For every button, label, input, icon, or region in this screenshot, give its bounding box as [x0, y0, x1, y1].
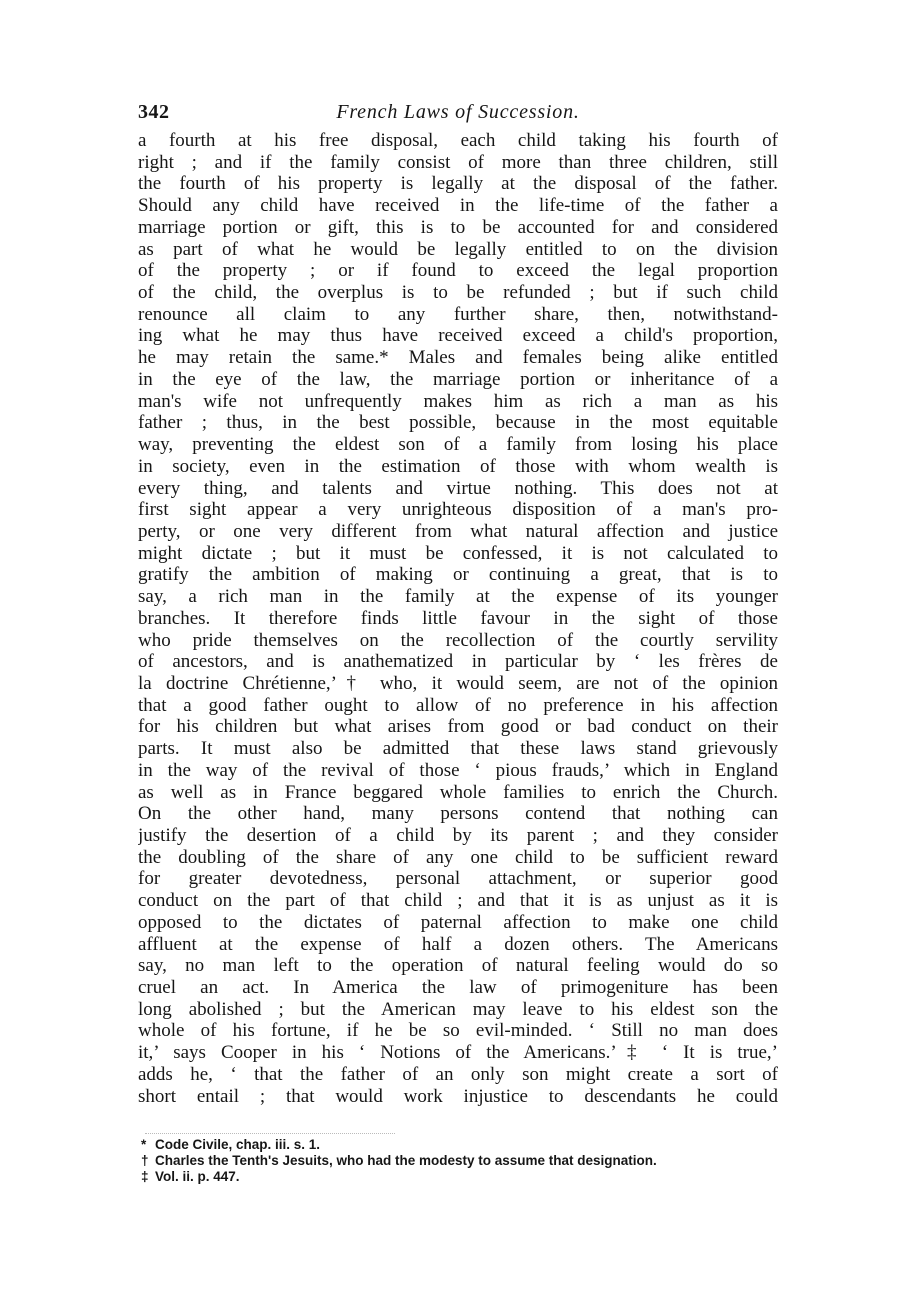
- text-line: adds he, ‘ that the father of an only son might create a sort of: [138, 1063, 778, 1085]
- footnote-marker: ‡: [141, 1169, 149, 1184]
- text-line: a fourth at his free disposal, each child taking his fourth of: [138, 130, 778, 151]
- text-line: in the eye of the law, the marriage portion or inheritance of a: [138, 368, 778, 390]
- footnote-marker: *: [141, 1137, 147, 1152]
- text-line: long abolished ; but the American may leave to his eldest son the: [138, 998, 778, 1020]
- text-line: of the child, the overplus is to be refunded ; but if such child: [138, 282, 778, 304]
- text-line: in the way of the revival of those ‘ pious frauds,’ which in England: [138, 759, 778, 781]
- text-line: man's wife not unfrequently makes him as rich a man as his: [138, 390, 778, 412]
- text-line: la doctrine Chrétienne,’† who, it would seem, are not of the opinion: [138, 672, 778, 694]
- text-line: for greater devotedness, personal attachment, or superior good: [138, 868, 778, 890]
- text-line: branches. It therefore finds little favour in the sight of those: [138, 607, 778, 629]
- text-line: marriage portion or gift, this is to be accounted for and considered: [138, 216, 778, 238]
- footnote-divider: [145, 1133, 395, 1134]
- text-line: he may retain the same.* Males and females being alike entitled: [138, 347, 778, 369]
- text-line: gratify the ambition of making or continuing a great, that is to: [138, 564, 778, 586]
- text-line: it,’ says Cooper in his ‘ Notions of the Americans.’‡ ‘ It is true,’: [138, 1042, 778, 1064]
- text-line: as part of what he would be legally entitled to on the division: [138, 238, 778, 260]
- text-line: might dictate ; but it must be confessed, it is not calculated to: [138, 542, 778, 564]
- text-line: the doubling of the share of any one child to be sufficient reward: [138, 846, 778, 868]
- text-line: say, no man left to the operation of natural feeling would do so: [138, 955, 778, 977]
- text-line: father ; thus, in the best possible, because in the most equitable: [138, 412, 778, 434]
- text-line: ing what he may thus have received exceed a child's proportion,: [138, 325, 778, 347]
- footnote-text: Vol. ii. p. 447.: [155, 1169, 240, 1184]
- footnote-marker: †: [141, 1153, 149, 1168]
- text-line: first sight appear a very unrighteous disposition of a man's pro-: [138, 499, 778, 521]
- text-line: whole of his fortune, if he be so evil-minded. ‘ Still no man does: [138, 1020, 778, 1042]
- text-line: that a good father ought to allow of no preference in his affection: [138, 694, 778, 716]
- text-line: of the property ; or if found to exceed the legal proportion: [138, 260, 778, 282]
- text-line: perty, or one very different from what natural affection and justice: [138, 520, 778, 542]
- footnotes: [141, 1137, 781, 1185]
- footnote: [141, 1169, 781, 1185]
- text-line: for his children but what arises from good or bad conduct on their: [138, 716, 778, 738]
- footnote: [141, 1137, 781, 1153]
- text-line: say, a rich man in the family at the expense of its younger: [138, 586, 778, 608]
- text-line: the fourth of his property is legally at the disposal of the father.: [138, 173, 778, 195]
- body-text: [138, 130, 778, 1107]
- page-number: 342: [138, 101, 170, 123]
- running-title: French Laws of Succession.: [336, 101, 580, 123]
- text-line: of ancestors, and is anathematized in particular by ‘ les frères de: [138, 651, 778, 673]
- text-line: parts. It must also be admitted that these laws stand grievously: [138, 738, 778, 760]
- text-line: affluent at the expense of half a dozen others. The Americans: [138, 933, 778, 955]
- running-head: [138, 101, 778, 131]
- footnote-text: Charles the Tenth's Jesuits, who had the modesty to assume that designation.: [155, 1153, 657, 1168]
- text-line: right ; and if the family consist of more than three children, still: [138, 151, 778, 173]
- text-line: On the other hand, many persons contend that nothing can: [138, 803, 778, 825]
- footnote: [141, 1153, 781, 1169]
- text-line: short entail ; that would work injustice to descendants he could: [138, 1085, 778, 1107]
- footnote-text: Code Civile, chap. iii. s. 1.: [155, 1137, 321, 1152]
- text-line: cruel an act. In America the law of primogeniture has been: [138, 977, 778, 999]
- text-line: every thing, and talents and virtue nothing. This does not at: [138, 477, 778, 499]
- text-line: in society, even in the estimation of those with whom wealth is: [138, 455, 778, 477]
- text-line: as well as in France beggared whole families to enrich the Church.: [138, 781, 778, 803]
- text-line: who pride themselves on the recollection of the courtly servility: [138, 629, 778, 651]
- text-line: opposed to the dictates of paternal affection to make one child: [138, 911, 778, 933]
- text-line: justify the desertion of a child by its parent ; and they consider: [138, 825, 778, 846]
- text-line: conduct on the part of that child ; and that it is as unjust as it is: [138, 890, 778, 912]
- text-line: Should any child have received in the life-time of the father a: [138, 195, 778, 217]
- text-line: way, preventing the eldest son of a family from losing his place: [138, 434, 778, 456]
- text-line: renounce all claim to any further share, then, notwithstand-: [138, 303, 778, 325]
